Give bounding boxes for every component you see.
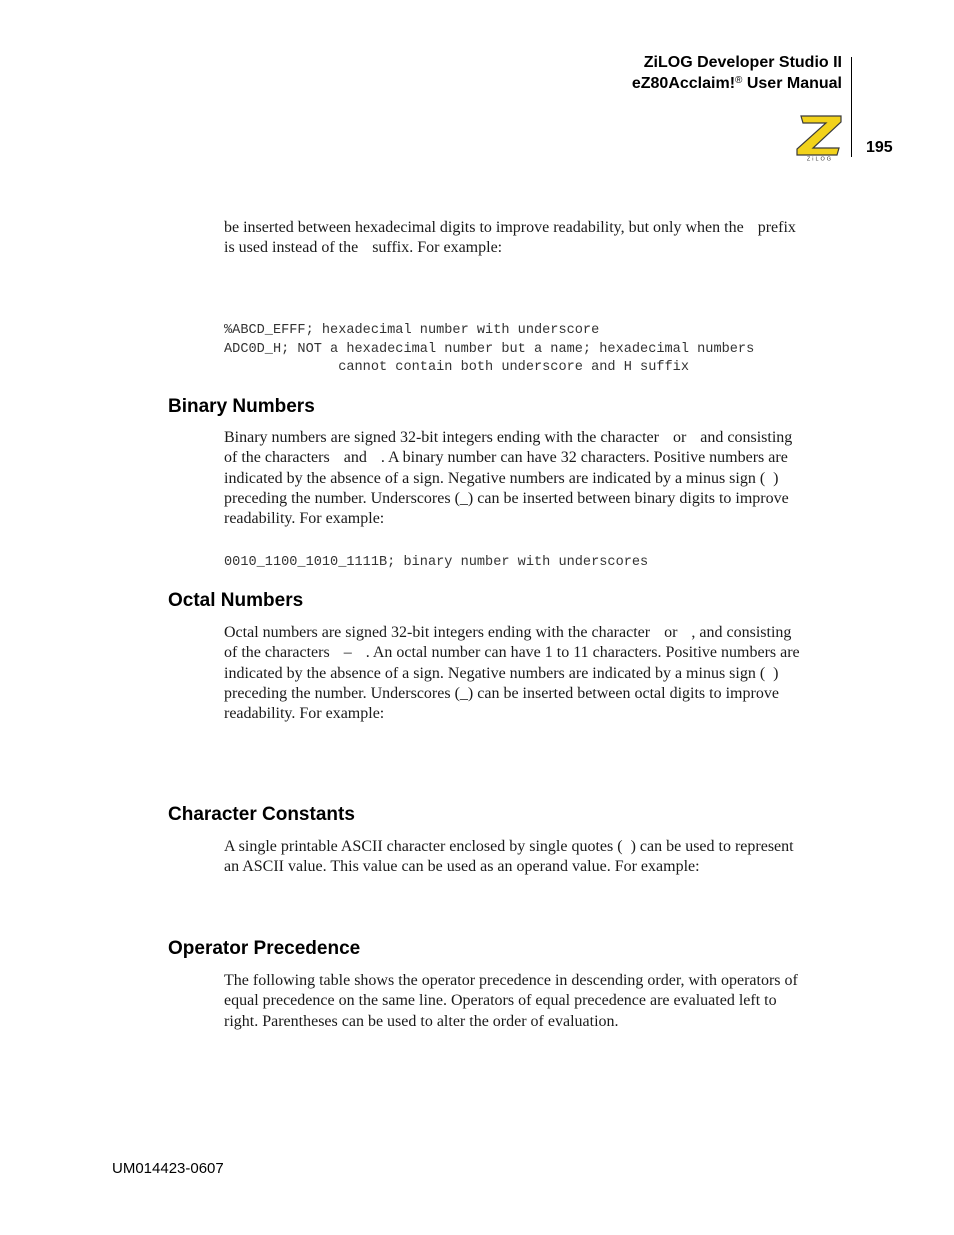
text-run: The following table shows the operator precedence in descending order, with operators of <box>224 972 798 989</box>
text-run: readability. For example: <box>224 705 385 723</box>
text-run: – <box>343 644 352 662</box>
text-run: indicated by the absence of a sign. Negative numbers are indicated by a minus sign ( <box>224 664 766 682</box>
hex-text-1: be inserted between hexadecimal digits to improve readability, but only when the <box>224 219 744 236</box>
text-run: A single printable ASCII character enclosed by single quotes ( <box>224 838 623 855</box>
binary-paragraph <box>224 428 844 529</box>
text-run: of the characters <box>224 644 330 662</box>
text-run: indicated by the absence of a sign. Negative numbers are indicated by a minus sign ( <box>224 469 766 487</box>
character-constants-heading: Character Constants <box>168 804 355 825</box>
text-run: ) <box>773 664 779 682</box>
header-manual: User Manual <box>742 75 842 92</box>
code-line: cannot contain both underscore and H suffix <box>224 360 689 376</box>
text-run: ) can be used to represent <box>630 838 794 855</box>
text-run: preceding the number. Underscores (_) can be inserted between binary digits to improve <box>224 489 789 507</box>
octal-paragraph <box>224 623 844 724</box>
text-run: an ASCII value. This value can be used as an operand value. For example: <box>224 858 700 876</box>
page-number: 195 <box>866 139 893 156</box>
header-vertical-rule <box>851 57 852 157</box>
text-run: and consisting <box>700 429 793 446</box>
text-run: . An octal number can have 1 to 11 characters. Positive numbers are <box>365 644 800 662</box>
zilog-logo-text: ZiLOG <box>806 156 834 161</box>
text-run: ) <box>773 469 779 487</box>
hex-paragraph <box>224 218 844 259</box>
hex-text-3: is used instead of the <box>224 239 359 257</box>
text-run: or <box>664 624 678 641</box>
document-id-footer: UM014423-0607 <box>112 1160 224 1177</box>
text-run: preceding the number. Underscores (_) can be inserted between octal digits to improve <box>224 684 779 702</box>
text-run: and <box>343 449 367 467</box>
octal-numbers-heading: Octal Numbers <box>168 590 304 611</box>
operator-precedence-heading: Operator Precedence <box>168 938 361 959</box>
operator-paragraph <box>224 971 844 1032</box>
binary-numbers-heading: Binary Numbers <box>168 396 315 417</box>
text-run: equal precedence on the same line. Operators of equal precedence are evaluated left to <box>224 992 777 1010</box>
text-run: or <box>672 429 687 446</box>
text-run: readability. For example: <box>224 510 385 528</box>
registered-mark: ® <box>735 75 743 86</box>
text-run: Octal numbers are signed 32-bit integers ending with the character <box>224 624 651 641</box>
text-run: , and consisting <box>691 624 792 641</box>
text-run: Binary numbers are signed 32-bit integers ending with the character <box>224 429 659 446</box>
hex-text-2: prefix <box>757 219 796 236</box>
running-header <box>632 52 842 94</box>
header-line-1: ZiLOG Developer Studio II <box>643 54 842 71</box>
text-run: of the characters <box>224 449 330 467</box>
code-line: %ABCD_EFFF; hexadecimal number with underscore <box>224 323 600 338</box>
binary-code-example: 0010_1100_1010_1111B; binary number with underscores <box>224 555 649 570</box>
code-line: ADC0D_H; NOT a hexadecimal number but a name; hexadecimal numbers <box>224 341 755 357</box>
hex-text-4: suffix. For example: <box>372 239 503 257</box>
header-product: eZ80Acclaim! <box>631 75 736 92</box>
zilog-logo-z <box>797 116 841 155</box>
text-run: . A binary number can have 32 characters. Positive numbers are <box>380 449 788 467</box>
text-run: right. Parentheses can be used to alter the order of evaluation. <box>224 1012 619 1030</box>
header-line-2 <box>632 73 842 94</box>
character-paragraph <box>224 837 844 878</box>
hex-code-example <box>224 322 754 378</box>
zilog-logo <box>795 113 845 161</box>
